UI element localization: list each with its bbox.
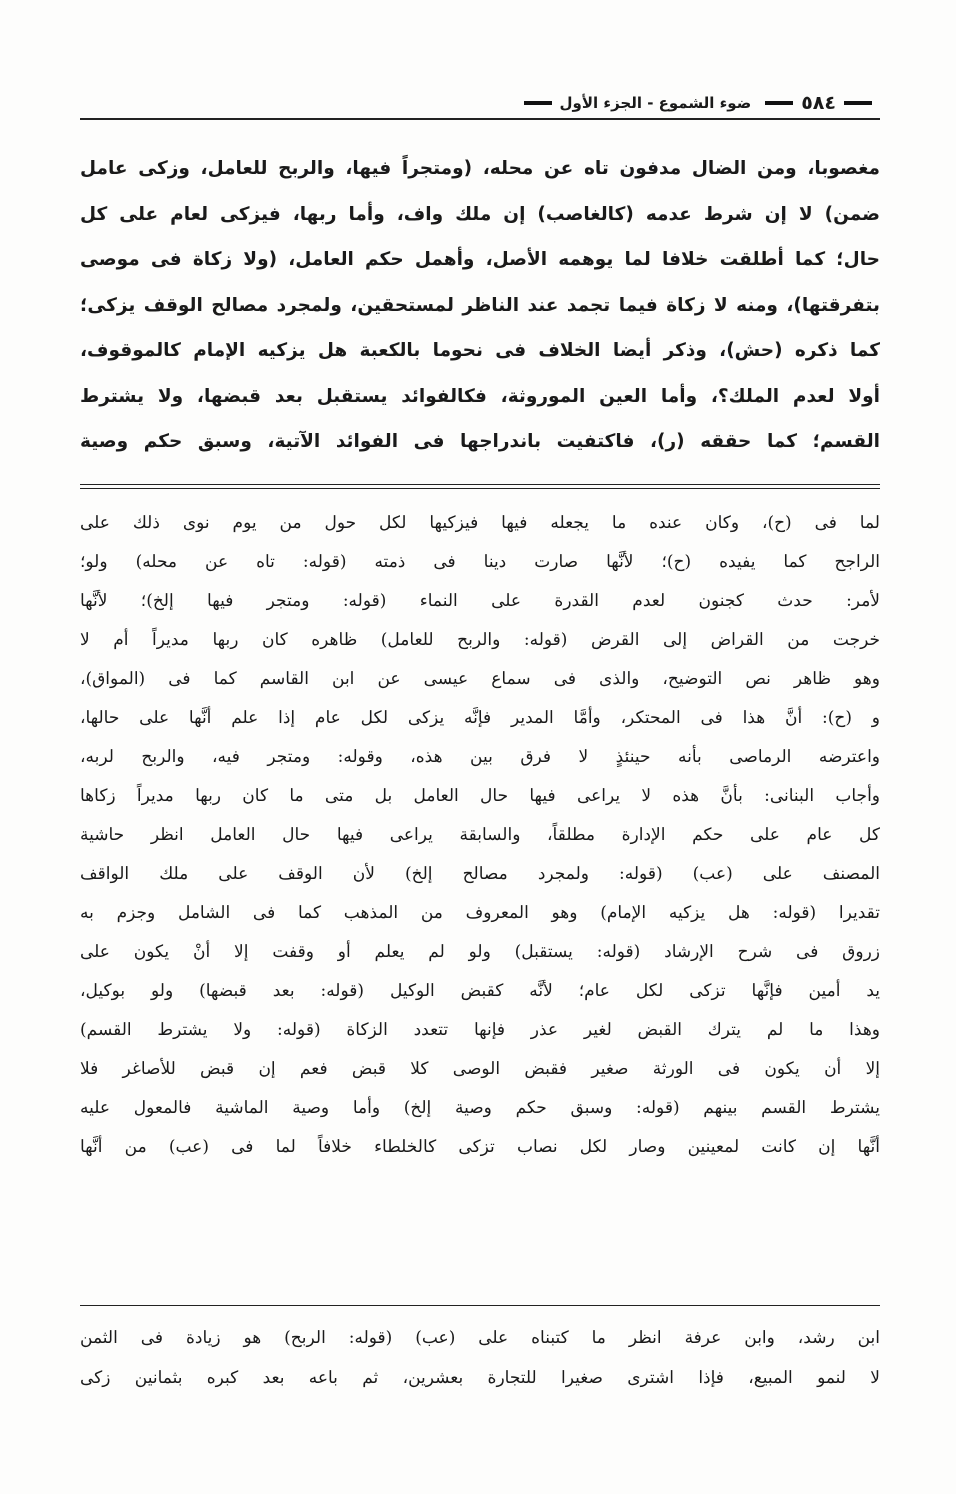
main-text-line: بتفرقتها)، ومنه لا زكاة فيما تجمد عند الناظر لمستحقين، ولمجرد مصالح الوقف يزكى؛ — [80, 294, 880, 316]
footnote-line: المصنف على (عب) (قوله: ولمجرد مصالح إلخ) لأن الوقف على ملك الواقف — [80, 864, 880, 884]
page-number: ٥٨٤ — [801, 92, 836, 114]
footnote-line: يشترط القسم بينهم (قوله: وسبق حكم وصية إلخ) وأما وصية الماشية فالمعول عليه — [80, 1098, 880, 1118]
footnote-line: و (ح): أنَّ هذا فى المحتكر، وأمَّا المدير فإنَّه يزكى لكل عام إذا علم أنَّها على حالها، — [80, 708, 880, 728]
main-text-line: القسم؛ كما حققه (ر)، فاكتفيت باندراجها فى الفوائد الآتية، وسبق حكم وصية — [80, 431, 880, 452]
footnote-line: ابن رشد، وابن عرفة انظر ما كتبناه على (عب) (قوله: الربح) هو زيادة فى الثمن — [80, 1328, 880, 1348]
footnote-line: إلا أن يكون فى الورثة صغير فقبض الوصى كلا قبض فعم إن قبض للأصاغر فلا — [80, 1059, 880, 1079]
footnote-line: يد أمين فإنَّها تزكى لكل عام؛ لأنَّه كقبض الوكيل (قوله: بعد قبضها) ولو بوكيل، — [80, 981, 880, 1001]
page-header — [80, 88, 880, 120]
header-dash-left — [524, 101, 552, 105]
main-text-line: حال؛ كما أطلقت خلافا لما يوهمه الأصل، وأهمل حكم العامل، (ولا زكاة فى موصى — [80, 249, 880, 270]
running-title: ضوء الشموع - الجزء الأول — [559, 94, 752, 112]
footnote-secondary — [80, 1318, 880, 1398]
main-text — [80, 146, 880, 465]
main-text-line: مغصوبا، ومن الضال مدفون تاه عن محله، (ومتجراً فيها، والربح للعامل، وزكى عامل — [80, 158, 880, 179]
footnote-line: وأجاب البنانى: بأنَّ هذه لا يراعى فيها حال العامل بل متى ما كان ربها مديراً زكاها — [80, 786, 880, 806]
footnote-commentary — [80, 504, 880, 1167]
main-text-line: كما ذكره (حش)، وذكر أيضا الخلاف فى نحوما بالكعبة هل يزكيه الإمام كالموقوف، — [80, 340, 880, 361]
header-dash-middle — [765, 101, 793, 105]
footnote-line: الراجح كما يفيده (ح)؛ لأنَّها صارت دينا فى ذمته (قوله: تاه عن محله) ولو؛ — [80, 552, 880, 572]
footnote-line: لما فى (ح)، وكان عنده ما يجعله فيها فيزكيها لكل حول من يوم نوى ذلك على — [80, 513, 880, 533]
footnote-line: خرجت من القراض إلى القرض (قوله: والربح للعامل) ظاهره كان ربها مديراً أم لا — [80, 630, 880, 650]
footnote-line: لأمر: حدث كجنون لعدم القدرة على النماء (قوله: ومتجر فيها إلخ)؛ لأنَّها — [80, 591, 880, 611]
footnote-line: كل عام على حكم الإدارة مطلقاً، والسابقة يراعى فيها حال العامل انظر حاشية — [80, 825, 880, 845]
single-rule-divider — [80, 1305, 880, 1306]
footnote-line: وهذا ما لم يترك القبض لغير عذر فإنها تتعدد الزكاة (قوله: ولا يشترط القسم) — [80, 1020, 880, 1040]
footnote-line: لا لنمو المبيع، فإذا اشترى صغيرا للتجارة بعشرين، ثم باعه بعد كبره بثمانين زكى — [80, 1368, 880, 1388]
footnote-line: أنَّها إن كانت لمعينين وصار لكل نصاب تزكى كالخلطاء خلافاً لما فى (عب) من أنَّها — [80, 1137, 880, 1157]
header-dash-right — [844, 101, 872, 105]
footnote-line: تقديرا (قوله: هل يزكيه الإمام) وهو المعروف من المذهب كما فى الشامل وجزم به — [80, 903, 880, 923]
main-text-line: ضمن) لا إن شرط عدمه (كالغاصب) إن ملك واف، وأما ربها، فيزكى لعام على كل — [80, 203, 880, 225]
footnote-line: واعترضه الرماصى بأنه حينئذٍ لا فرق بين هذه، وقوله: ومتجر فيه، والربح لربه، — [80, 747, 880, 767]
footnote-line: وهو ظاهر نص التوضيح، والذى فى سماع عيسى عن ابن القاسم كما فى (المواق)، — [80, 669, 880, 689]
footnote-line: زروق فى شرح الإرشاد (قوله: يستقبل) ولو لم يعلم أو وقفت إلا أنْ يكون على — [80, 942, 880, 962]
main-text-line: أولا لعدم الملك؟، وأما العين الموروثة، فكالفوائد يستقبل بعد قبضها، ولا يشترط — [80, 385, 880, 407]
double-rule-divider — [80, 484, 880, 489]
